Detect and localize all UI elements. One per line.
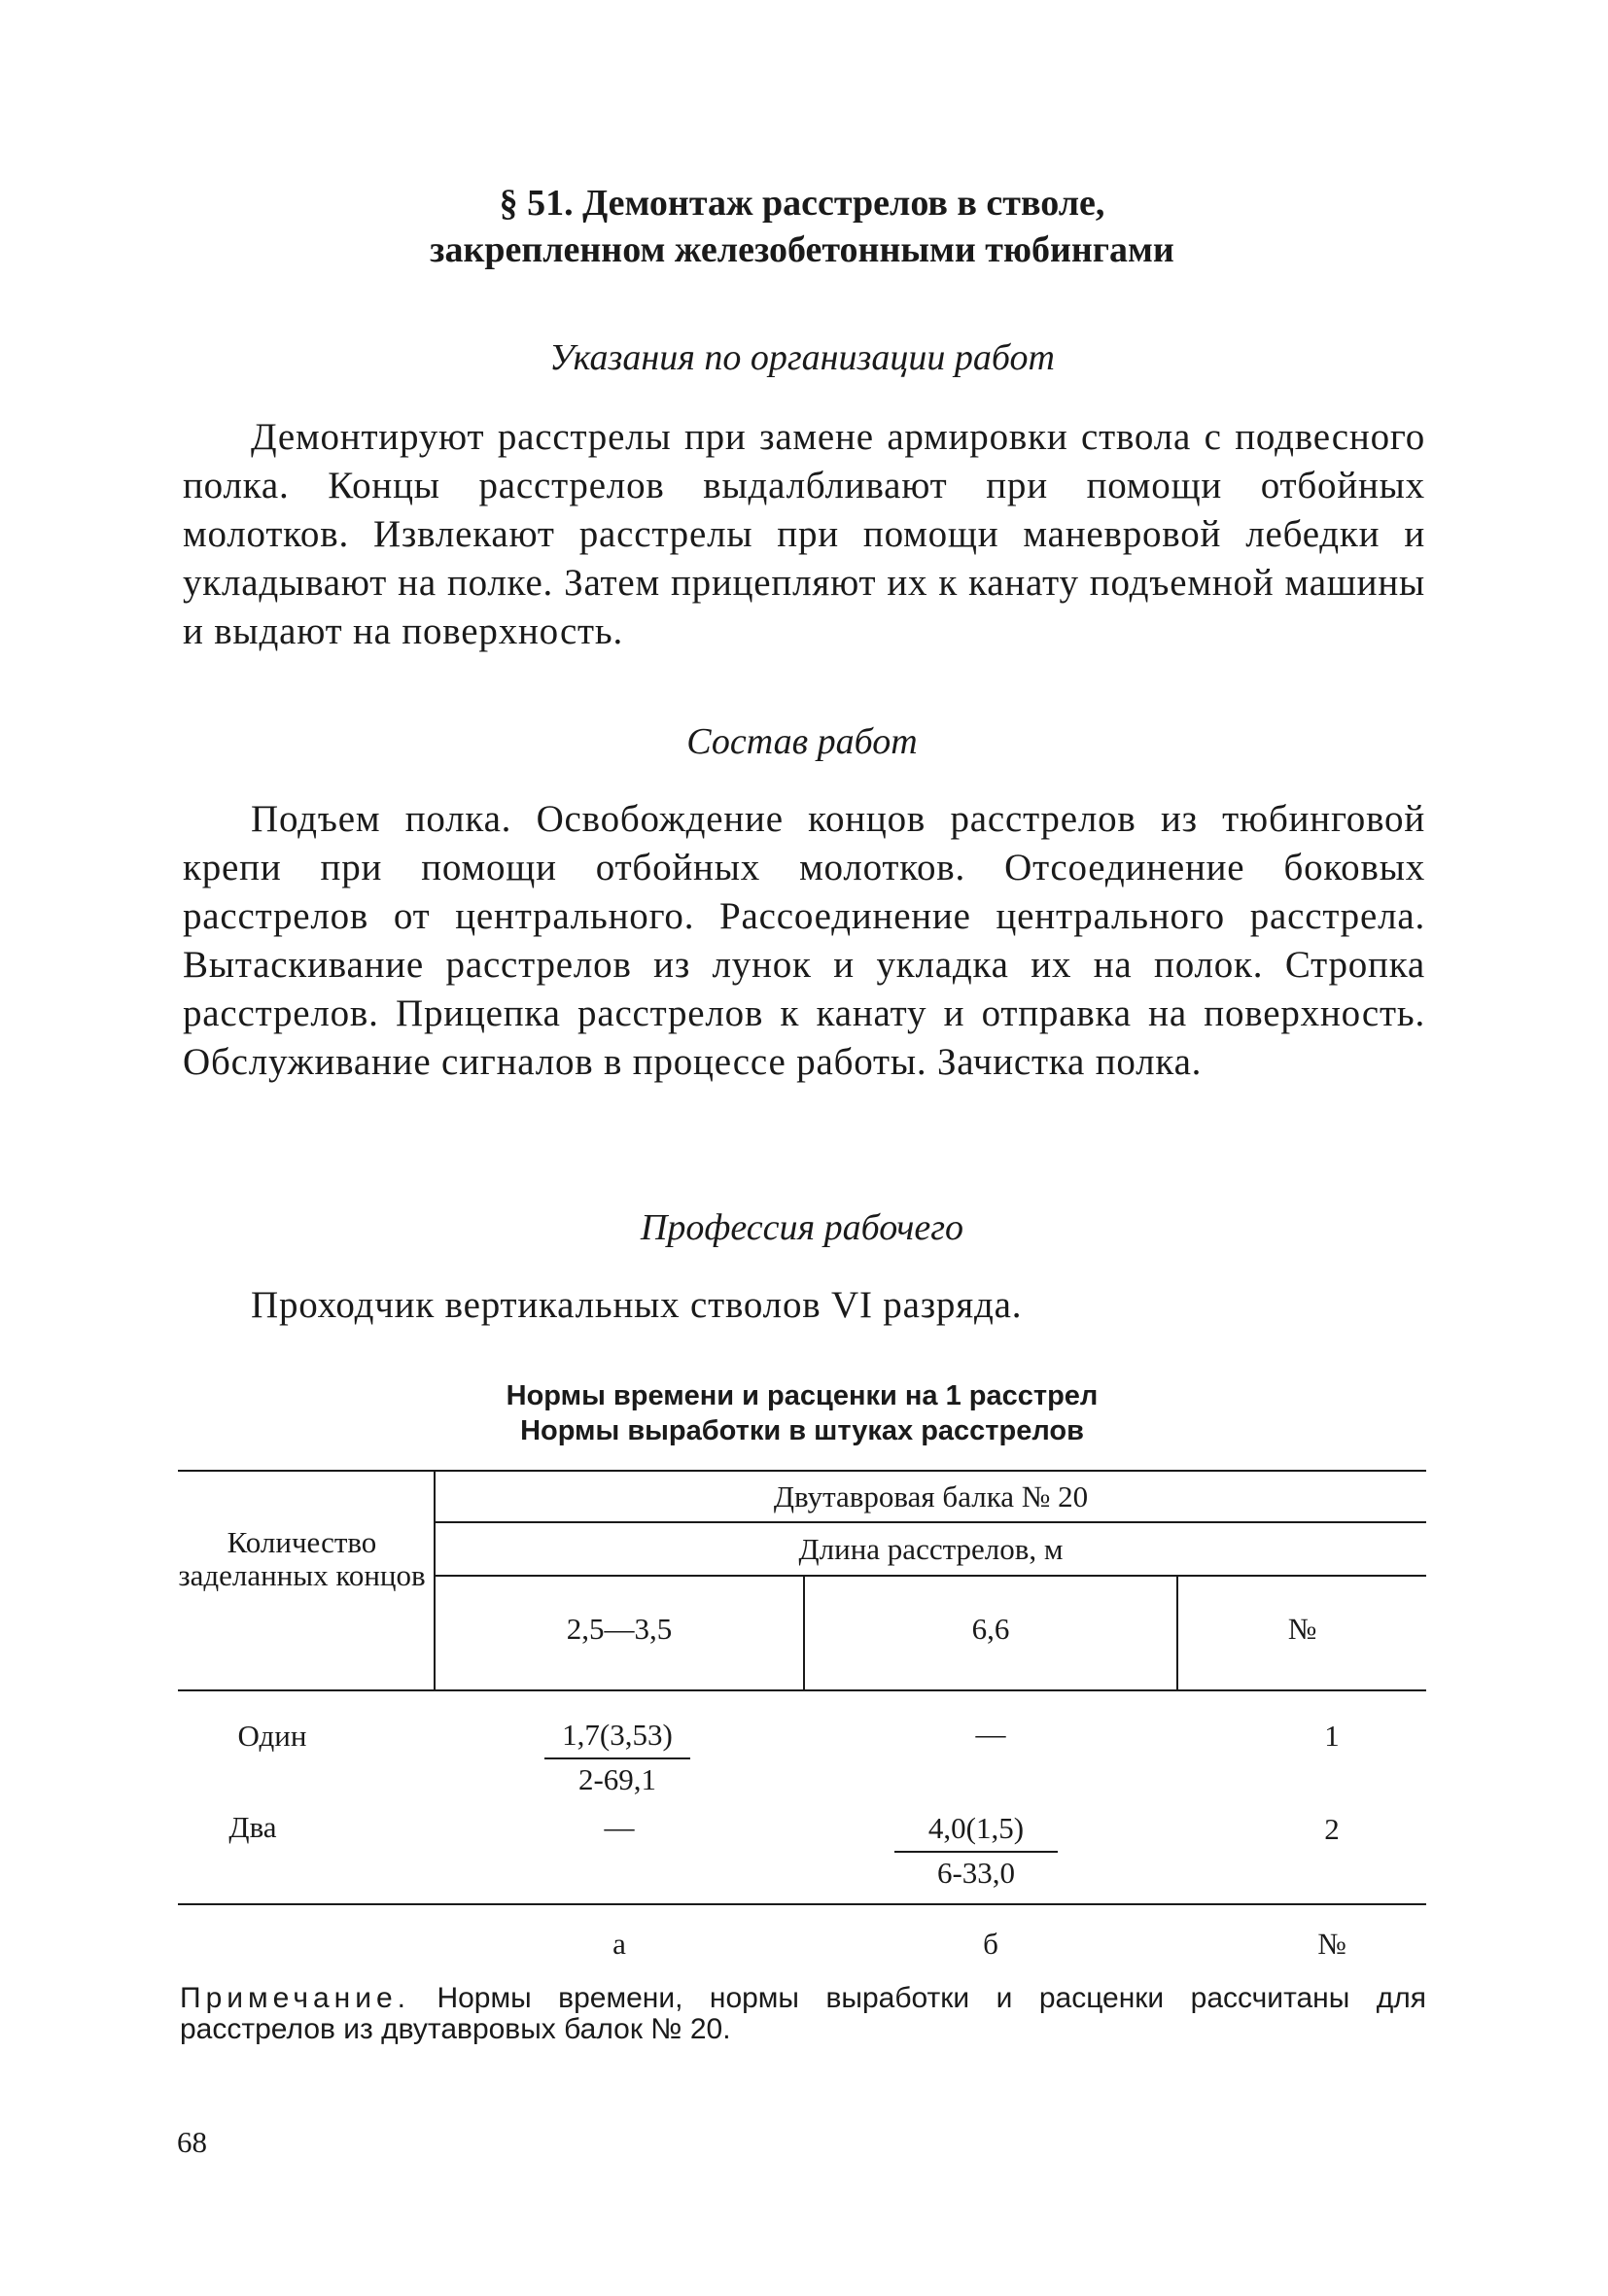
heading-organization: Указания по организации работ [549,337,1055,378]
paragraph-profession-text: Проходчик вертикальных стволов VI разряда. [251,1284,1023,1326]
note-text: Нормы времени, нормы выработки и расценки рассчитаны для расстрелов из двутавровых балок № 20. [180,1982,1426,2045]
column-header-b: 6,6 [971,1612,1010,1646]
paragraph-composition [183,795,1425,1087]
table-caption-line-1: Нормы времени и расценки на 1 расстрел [506,1380,1099,1411]
footer-label-no: № [1317,1927,1346,1961]
row-label-one: Один [237,1719,307,1753]
footer-label-a: а [612,1927,626,1961]
column-header-no: № [1287,1612,1317,1646]
row-two-a: — [604,1810,635,1844]
row-two-b-fraction [894,1810,1058,1892]
section-title-line-1: § 51. Демонтаж расстрелов в стволе, [499,183,1105,224]
paragraph-organization [183,413,1425,656]
row-header-cell: Количество заделанных концов [178,1525,426,1592]
table-caption [180,1378,1424,1448]
table-sub-rule [436,1575,1426,1577]
row-two-b-denominator: 6-33,0 [936,1856,1016,1890]
row-two-b-numerator: 4,0(1,5) [894,1810,1058,1853]
row-one-a-numerator: 1,7(3,53) [544,1717,690,1759]
row-one-b: — [975,1717,1006,1751]
paragraph-profession [183,1281,1425,1330]
group-header-cell: Двутавровая балка № 20 [773,1479,1089,1513]
note-label: Примечание. [180,1982,410,2014]
table-caption-line-2: Нормы выработки в штуках расстрелов [520,1415,1084,1446]
footer-label-b: б [983,1927,998,1961]
table-top-rule [178,1470,1426,1472]
row-label-two: Два [228,1810,277,1844]
table-group-rule [436,1521,1426,1523]
paragraph-composition-text: Подъем полка. Освобождение концов расстрелов из тюбинговой крепи при помощи отбойных молотков. Отсоединение боковых расстрелов от центрального. Рассоединение центрального расстрела. Вытаскивание расстрелов из лунок и укладка их на полок. Стропка расстрелов. Прицепка расстрелов к канату и отправка на поверхность. Обслуживание сигналов в процессе работы. Зачистка полка. [183,798,1425,1083]
column-header-a: 2,5—3,5 [566,1612,673,1646]
paragraph-organization-text: Демонтируют расстрелы при замене армировки ствола с подвесного полка. Концы расстрелов выдалбливают при помощи отбойных молотков. Извлекают расстрелы при помощи маневровой лебедки и укладывают на полке. Затем прицепляют их к канату подъемной машины и выдают на поверхность. [183,416,1425,652]
heading-profession: Профессия рабочего [640,1207,964,1248]
table-note [180,1983,1426,2045]
row-one-a-fraction [544,1717,690,1798]
page-number: 68 [177,2125,207,2159]
heading-composition: Состав работ [686,721,918,762]
section-title-line-2: закрепленном железобетонными тюбингами [430,229,1174,270]
row-two-no: 2 [1324,1812,1340,1846]
section-title [180,180,1424,273]
row-one-no: 1 [1324,1719,1340,1753]
table-body-bottom-rule [178,1903,1426,1905]
table-header-bottom-rule [178,1689,1426,1691]
sub-header-cell: Длина расстрелов, м [798,1532,1064,1566]
row-one-a-denominator: 2-69,1 [577,1762,657,1796]
